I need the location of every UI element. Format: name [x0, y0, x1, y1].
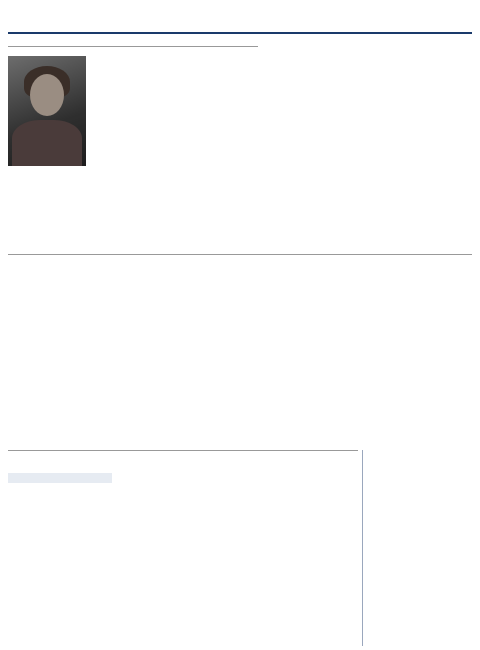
council-col1-text — [8, 486, 112, 646]
education-col1-text — [8, 335, 114, 445]
council-continued — [8, 473, 112, 483]
council-col2-text — [120, 450, 226, 646]
obit-rule — [8, 46, 258, 47]
page-header — [8, 3, 472, 11]
obituary-photo — [8, 56, 86, 166]
section-rule — [8, 32, 472, 34]
education-rule — [8, 254, 472, 255]
council-col3-text — [232, 450, 338, 646]
education-col3-text — [234, 322, 342, 445]
education-col2-text — [120, 322, 228, 445]
fair-divider — [362, 450, 363, 646]
obit-col1-text — [8, 169, 253, 249]
obit-col2-text — [262, 42, 474, 249]
section-title — [8, 13, 263, 31]
education-col4-text — [348, 322, 472, 445]
obit-inset-text — [92, 94, 252, 164]
